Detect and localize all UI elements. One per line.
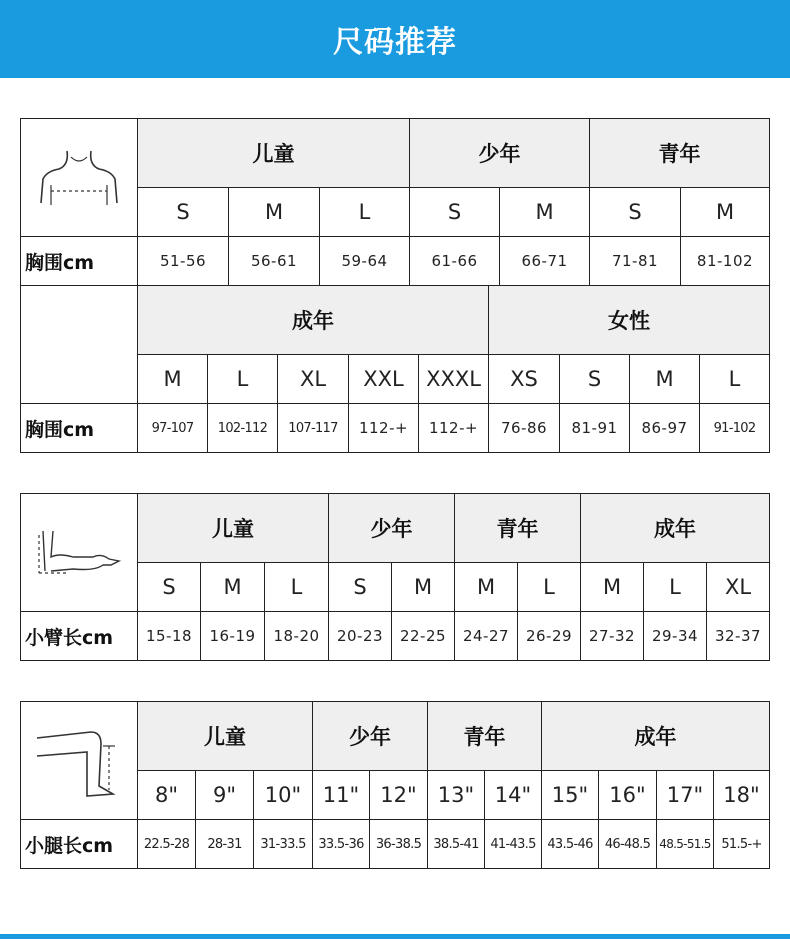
value-cell: 33.5-36 [312, 819, 370, 869]
row-label-calf: 小腿长cm [20, 819, 138, 869]
value-cell: 107-117 [277, 403, 349, 453]
size-cell: XS [488, 354, 560, 404]
value-cell: 71-81 [589, 236, 681, 286]
group-children: 儿童 [137, 118, 410, 188]
size-cell: 14" [484, 770, 542, 820]
forearm-illustration [20, 493, 138, 612]
value-cell: 81-91 [559, 403, 630, 453]
size-cell: M [629, 354, 700, 404]
size-cell: M [137, 354, 208, 404]
chest-illustration [20, 118, 138, 237]
calf-illustration [20, 701, 138, 820]
size-cell: M [391, 562, 455, 612]
value-cell: 20-23 [328, 611, 392, 661]
size-cell: S [137, 562, 201, 612]
value-cell: 56-61 [228, 236, 320, 286]
size-cell: 8" [137, 770, 196, 820]
value-cell: 28-31 [195, 819, 254, 869]
value-cell: 51-56 [137, 236, 229, 286]
size-cell: M [499, 187, 590, 237]
value-cell: 32-37 [706, 611, 770, 661]
size-cell: XXXL [418, 354, 489, 404]
value-cell: 66-71 [499, 236, 590, 286]
size-cell: 9" [195, 770, 254, 820]
size-cell: S [559, 354, 630, 404]
size-cell: 18" [713, 770, 770, 820]
forearm-icon [29, 523, 129, 583]
row-label-forearm: 小臂长cm [20, 611, 138, 661]
group-youth: 青年 [589, 118, 770, 188]
size-cell: M [200, 562, 265, 612]
group-adult: 成年 [580, 493, 770, 563]
value-cell: 31-33.5 [253, 819, 313, 869]
value-cell: 43.5-46 [541, 819, 599, 869]
bottom-divider [0, 934, 790, 939]
blank-cell [20, 285, 138, 404]
size-cell: 12" [369, 770, 428, 820]
group-teen: 少年 [409, 118, 590, 188]
size-cell: XXL [348, 354, 419, 404]
size-cell: M [454, 562, 518, 612]
leg-icon [29, 716, 129, 806]
value-cell: 24-27 [454, 611, 518, 661]
group-youth: 青年 [454, 493, 581, 563]
size-cell: L [699, 354, 770, 404]
group-teen: 少年 [328, 493, 455, 563]
size-cell: 13" [427, 770, 485, 820]
torso-icon [29, 143, 129, 213]
size-cell: 10" [253, 770, 313, 820]
value-cell: 59-64 [319, 236, 410, 286]
size-cell: S [328, 562, 392, 612]
group-teen: 少年 [312, 701, 428, 771]
group-women: 女性 [488, 285, 770, 355]
value-cell: 38.5-41 [427, 819, 485, 869]
value-cell: 18-20 [264, 611, 329, 661]
size-cell: M [680, 187, 770, 237]
size-cell: S [589, 187, 681, 237]
size-cell: L [264, 562, 329, 612]
value-cell: 36-38.5 [369, 819, 428, 869]
size-cell: 17" [656, 770, 714, 820]
value-cell: 26-29 [517, 611, 581, 661]
group-adult: 成年 [541, 701, 770, 771]
value-cell: 112-+ [418, 403, 489, 453]
row-label-chest: 胸围cm [20, 236, 138, 286]
value-cell: 22.5-28 [137, 819, 196, 869]
value-cell: 22-25 [391, 611, 455, 661]
value-cell: 97-107 [137, 403, 208, 453]
size-cell: L [319, 187, 410, 237]
value-cell: 76-86 [488, 403, 560, 453]
size-cell: L [517, 562, 581, 612]
value-cell: 61-66 [409, 236, 500, 286]
row-label-chest-2: 胸围cm [20, 403, 138, 453]
size-cell: 11" [312, 770, 370, 820]
size-cell: L [207, 354, 278, 404]
size-cell: XL [706, 562, 770, 612]
value-cell: 91-102 [699, 403, 770, 453]
group-youth: 青年 [427, 701, 542, 771]
size-cell: S [409, 187, 500, 237]
page-title: 尺码推荐 [333, 25, 457, 60]
value-cell: 46-48.5 [598, 819, 657, 869]
size-cell: S [137, 187, 229, 237]
group-children: 儿童 [137, 701, 313, 771]
value-cell: 27-32 [580, 611, 644, 661]
value-cell: 86-97 [629, 403, 700, 453]
value-cell: 48.5-51.5 [656, 819, 714, 869]
value-cell: 29-34 [643, 611, 707, 661]
group-adult: 成年 [137, 285, 489, 355]
size-cell: 15" [541, 770, 599, 820]
size-cell: XL [277, 354, 349, 404]
value-cell: 112-+ [348, 403, 419, 453]
value-cell: 102-112 [207, 403, 278, 453]
value-cell: 41-43.5 [484, 819, 542, 869]
value-cell: 16-19 [200, 611, 265, 661]
size-cell: L [643, 562, 707, 612]
value-cell: 15-18 [137, 611, 201, 661]
group-children: 儿童 [137, 493, 329, 563]
size-cell: M [228, 187, 320, 237]
size-cell: 16" [598, 770, 657, 820]
value-cell: 51.5-+ [713, 819, 770, 869]
size-cell: M [580, 562, 644, 612]
value-cell: 81-102 [680, 236, 770, 286]
page-header [0, 0, 790, 78]
